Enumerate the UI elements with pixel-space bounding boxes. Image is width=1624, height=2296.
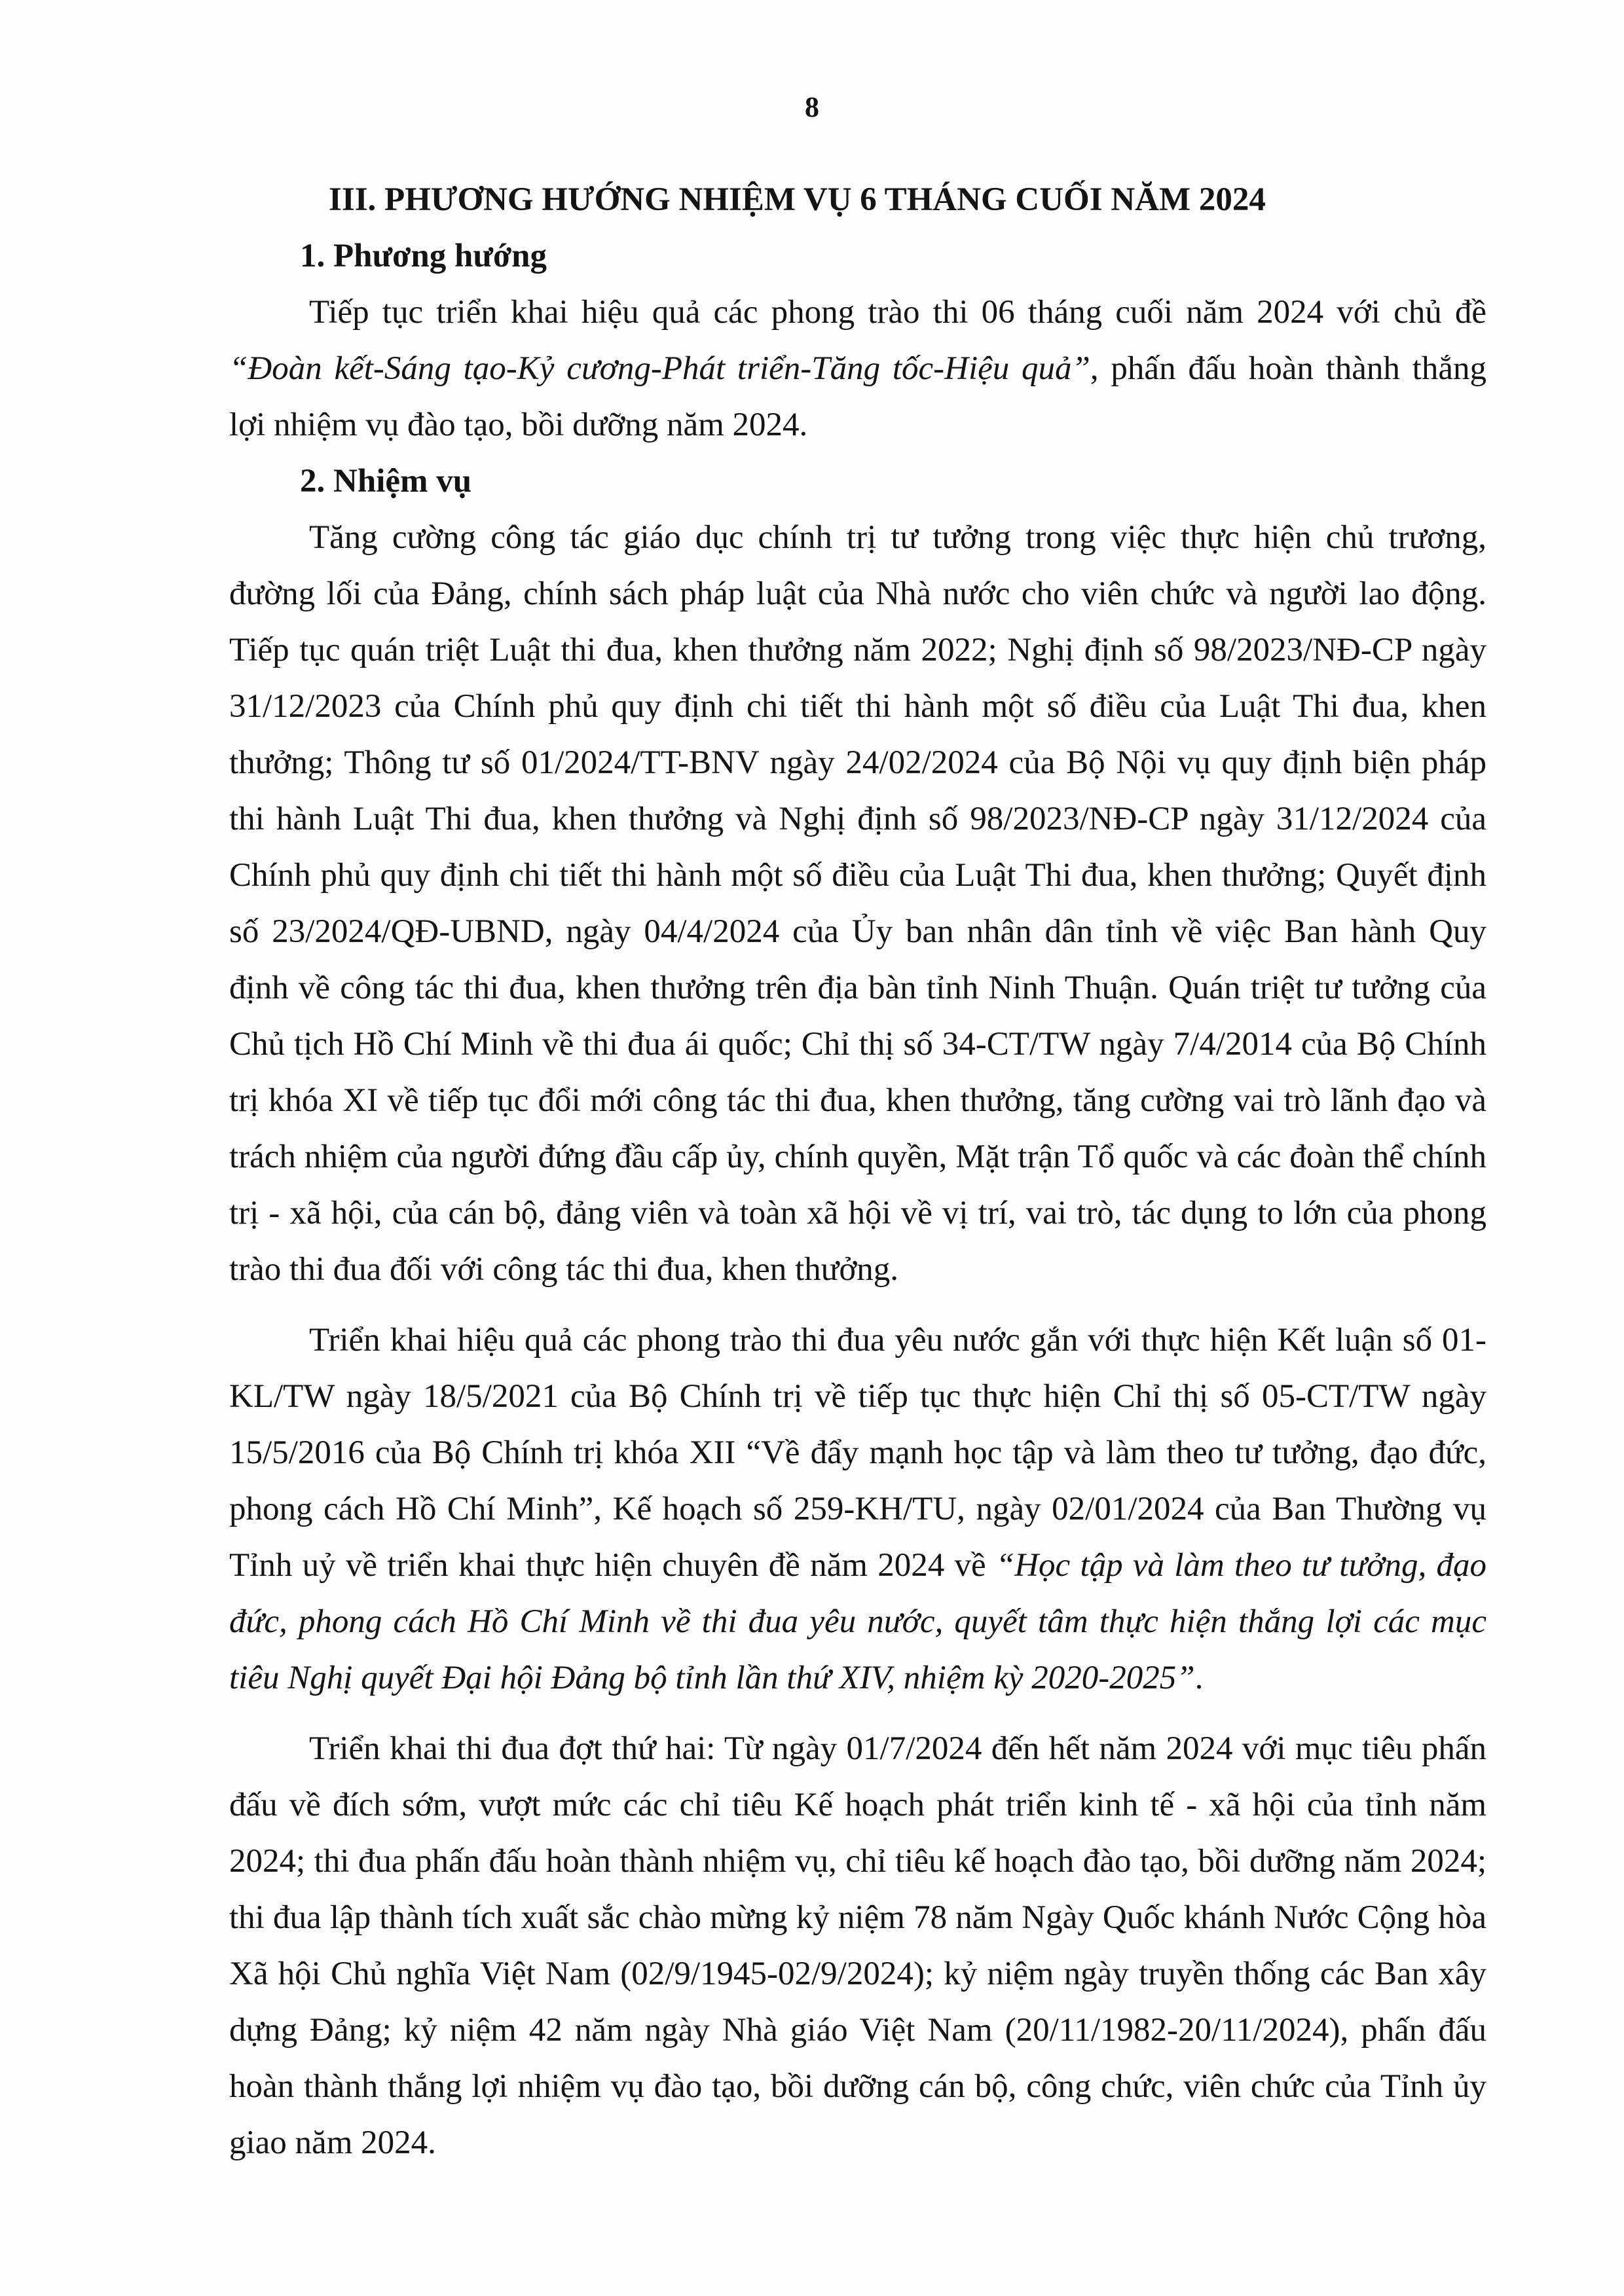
subsection-heading-direction: 1. Phương hướng — [300, 238, 547, 274]
direction-text-a: Tiếp tục triển khai hiệu quả các phong trào thi 06 tháng cuối năm 2024 với chủ đề — [309, 294, 1486, 331]
section-heading: III. PHƯƠNG HƯỚNG NHIỆM VỤ 6 THÁNG CUỐI NĂM 2024 — [329, 181, 1266, 218]
subsection-heading-tasks: 2. Nhiệm vụ — [300, 463, 472, 500]
tasks-paragraph-1: Tăng cường công tác giáo dục chính trị tư tưởng trong việc thực hiện chủ trương, đường lối của Đảng, chính sách pháp luật của Nhà nước cho viên chức và người lao động. Tiếp tục quán triệt Luật thi đua, khen thưởng năm 2022; Nghị định số 98/2023/NĐ-CP ngày 31/12/2023 của Chính phủ quy định chi tiết thi hành một số điều của Luật Thi đua, khen thưởng; Thông tư số 01/2024/TT-BNV ngày 24/02/2024 của Bộ Nội vụ quy định biện pháp thi hành Luật Thi đua, khen thưởng và Nghị định số 98/2023/NĐ-CP ngày 31/12/2024 của Chính phủ quy định chi tiết thi hành một số điều của Luật Thi đua, khen thưởng; Quyết định số 23/2024/QĐ-UBND, ngày 04/4/2024 của Ủy ban nhân dân tỉnh về việc Ban hành Quy định về công tác thi đua, khen thưởng trên địa bàn tỉnh Ninh Thuận. Quán triệt tư tưởng của Chủ tịch Hồ Chí Minh về thi đua ái quốc; Chỉ thị số 34-CT/TW ngày 7/4/2014 của Bộ Chính trị khóa XI về tiếp tục đổi mới công tác thi đua, khen thưởng, tăng cường vai trò lãnh đạo và trách nhiệm của người đứng đầu cấp ủy, chính quyền, Mặt trận Tổ quốc và các đoàn thể chính trị - xã hội, của cán bộ, đảng viên và toàn xã hội về vị trí, vai trò, tác dụng to lớn của phong trào thi đua đối với công tác thi đua, khen thưởng. — [229, 519, 1486, 1288]
tasks-paragraph-3: Triển khai thi đua đợt thứ hai: Từ ngày 01/7/2024 đến hết năm 2024 với mục tiêu phấn đấu về đích sớm, vượt mức các chỉ tiêu Kế hoạch phát triển kinh tế - xã hội của tỉnh năm 2024; thi đua phấn đấu hoàn thành nhiệm vụ, chỉ tiêu kế hoạch đào tạo, bồi dưỡng năm 2024; thi đua lập thành tích xuất sắc chào mừng kỷ niệm 78 năm Ngày Quốc khánh Nước Cộng hòa Xã hội Chủ nghĩa Việt Nam (02/9/1945-02/9/2024); kỷ niệm ngày truyền thống các Ban xây dựng Đảng; kỷ niệm 42 năm ngày Nhà giáo Việt Nam (20/11/1982-20/11/2024), phấn đấu hoàn thành thắng lợi nhiệm vụ đào tạo, bồi dưỡng cán bộ, công chức, viên chức của Tỉnh ủy giao năm 2024. — [229, 1730, 1486, 2161]
direction-text-c: , phấn đấu hoàn thành thắng lợi nhiệm vụ đào tạo, bồi dưỡng năm 2024. — [229, 350, 1486, 443]
tasks-paragraph-2-text-a: Triển khai hiệu quả các phong trào thi đua yêu nước gắn với thực hiện Kết luận số 01-KL/TW ngày 18/5/2021 của Bộ Chính trị về tiếp tục thực hiện Chỉ thị số 05-CT/TW ngày 15/5/2016 của Bộ Chính trị khóa XII “Về đẩy mạnh học tập và làm theo tư tưởng, đạo đức, phong cách Hồ Chí Minh”, Kế hoạch số 259-KH/TU, ngày 02/01/2024 của Ban Thường vụ Tỉnh uỷ về triển khai thực hiện chuyên đề năm 2024 về — [229, 1322, 1486, 1584]
document-body — [229, 172, 1486, 2171]
tasks-paragraph-2-text-c: . — [1194, 1660, 1204, 1696]
page-number: 8 — [805, 91, 819, 123]
tasks-paragraph-2-italic: “Học tập và làm theo tư tưởng, đạo đức, phong cách Hồ Chí Minh về thi đua yêu nước, quyết tâm thực hiện thắng lợi các mục tiêu Nghị quyết Đại hội Đảng bộ tỉnh lần thứ XIV, nhiệm kỳ 2020-2025” — [229, 1547, 1487, 1696]
tasks-paragraph-2 — [229, 1312, 1486, 1706]
direction-theme-italic: “Đoàn kết-Sáng tạo-Kỷ cương-Phát triển-Tăng tốc-Hiệu quả” — [229, 350, 1090, 387]
direction-paragraph — [229, 284, 1486, 453]
